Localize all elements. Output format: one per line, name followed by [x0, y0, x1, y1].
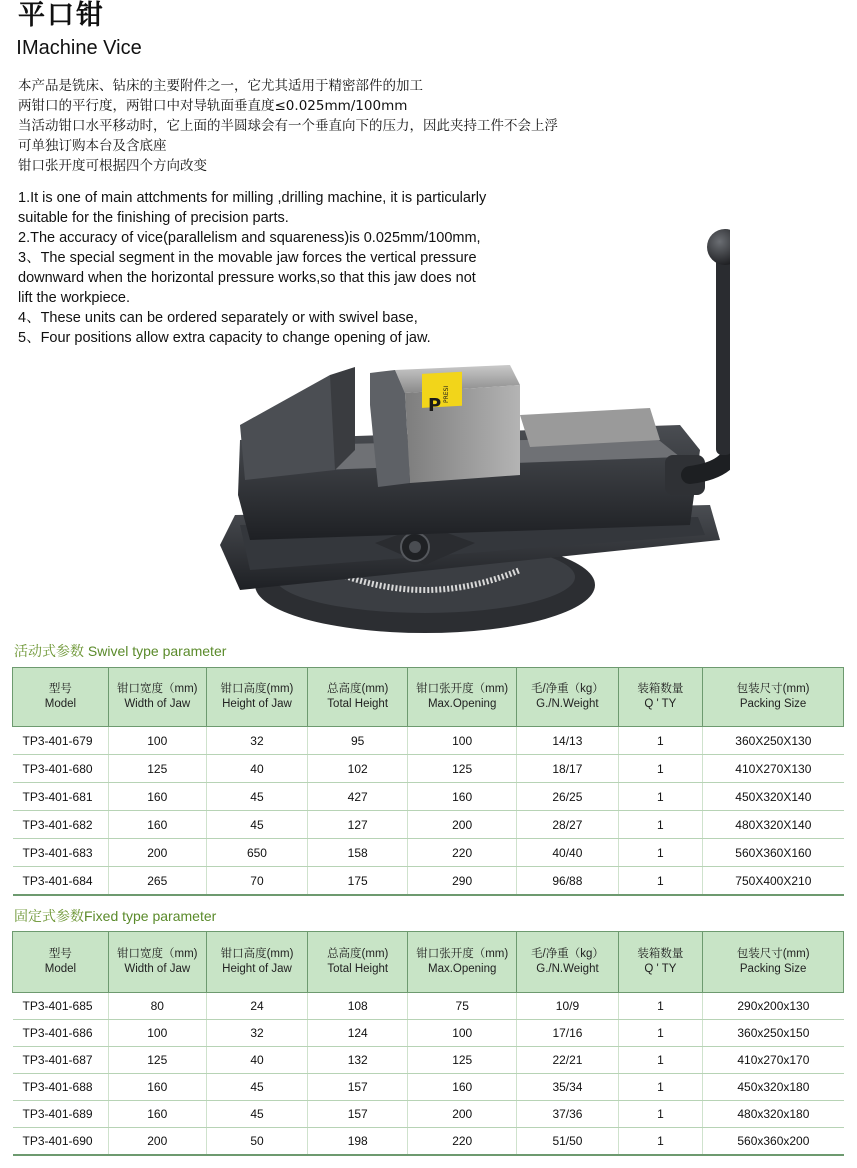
table-cell: 35/34: [517, 1074, 618, 1101]
table-cell: 102: [308, 755, 408, 783]
table-cell: 160: [108, 811, 206, 839]
table-cell: 480X320X140: [703, 811, 844, 839]
table-row: [13, 811, 844, 839]
fixed-parameter-table: [12, 931, 844, 1156]
table-cell: 125: [108, 1047, 206, 1074]
table-cell: 200: [108, 1128, 206, 1156]
table-cell: 1: [618, 1074, 703, 1101]
intro-en-line: 4、These units can be ordered separately or with swivel base,: [18, 310, 418, 326]
table-cell: 160: [108, 1074, 206, 1101]
column-header-label: G./N.Weight: [536, 698, 599, 710]
logo-text: PRESI: [443, 385, 450, 403]
table-cell: 75: [408, 993, 517, 1020]
table-cell: 160: [408, 783, 517, 811]
column-header-label: 装箱数量: [637, 948, 684, 960]
table-cell: 360x250x150: [703, 1020, 844, 1047]
page-title-en: Machine Vice: [22, 37, 142, 59]
table-cell: 175: [308, 867, 408, 896]
table-cell: 50: [206, 1128, 308, 1156]
column-header-label: Width of Jaw: [124, 963, 191, 975]
column-header-label: 型号: [48, 683, 72, 695]
table-row: [13, 755, 844, 783]
table-cell: 100: [408, 1020, 517, 1047]
column-header-label: Total Height: [327, 698, 389, 710]
table-cell: 650: [206, 839, 308, 867]
column-header-label: 钳口张开度（mm): [416, 948, 509, 960]
column-header-label: 总高度(mm): [327, 683, 389, 695]
table-cell: 450X320X140: [703, 783, 844, 811]
table-cell: 160: [108, 783, 206, 811]
table-row: [13, 1020, 844, 1047]
page-title-cn: 平口钳: [18, 0, 105, 31]
table-cell: 290x200x130: [703, 993, 844, 1020]
table-cell: 1: [618, 1101, 703, 1128]
column-header-label: 钳口宽度（mm): [117, 948, 198, 960]
table-cell: TP3-401-682: [13, 811, 109, 839]
intro-en-line: 3、The special segment in the movable jaw forces the vertical pressure: [18, 250, 477, 266]
table-cell: 80: [108, 993, 206, 1020]
table-header-row: [13, 932, 844, 993]
column-header-label: Max.Opening: [428, 963, 497, 975]
col-height-of-jaw: [206, 668, 308, 727]
table-cell: 1: [618, 1020, 703, 1047]
col-height-of-jaw: [206, 932, 308, 993]
intro-en-line: 1.It is one of main attchments for milling ,drilling machine, it is particularly: [18, 190, 487, 206]
col-packing-size: [703, 932, 844, 993]
table-cell: 32: [206, 1020, 308, 1047]
table-cell: 125: [408, 755, 517, 783]
table-cell: TP3-401-683: [13, 839, 109, 867]
col-total-height: [308, 932, 408, 993]
table-row: [13, 1047, 844, 1074]
col-max-opening: [408, 668, 517, 727]
table-cell: 100: [408, 727, 517, 755]
column-header-label: 钳口高度(mm): [220, 683, 294, 695]
column-header-label: 装箱数量: [637, 683, 684, 695]
table-row: [13, 1128, 844, 1156]
column-header-label: 钳口宽度（mm): [116, 683, 198, 695]
table-cell: 45: [206, 1074, 308, 1101]
col-max-opening: [408, 932, 517, 993]
table-cell: 108: [308, 993, 408, 1020]
intro-en-line: suitable for the finishing of precision parts.: [18, 210, 289, 226]
table-cell: 200: [108, 839, 206, 867]
fixed-title-cn: 固定式参数: [14, 908, 84, 924]
fixed-section-title: [14, 906, 216, 926]
table-cell: 132: [308, 1047, 408, 1074]
column-header-label: Max.Opening: [427, 698, 497, 710]
table-cell: 28/27: [517, 811, 618, 839]
table-cell: 125: [408, 1047, 517, 1074]
intro-en-line: lift the workpiece.: [18, 290, 131, 306]
table-cell: 198: [308, 1128, 408, 1156]
table-cell: 100: [108, 727, 206, 755]
table-cell: 45: [206, 1101, 308, 1128]
table-cell: 265: [108, 867, 206, 896]
table-cell: 32: [206, 727, 308, 755]
table-row: [13, 1101, 844, 1128]
intro-en-line: downward when the horizontal pressure works,so that this jaw does not: [18, 270, 476, 286]
table-cell: TP3-401-686: [13, 1020, 109, 1047]
table-cell: 158: [308, 839, 408, 867]
table-cell: 45: [206, 783, 308, 811]
table-cell: 125: [108, 755, 206, 783]
swivel-title-cn: 活动式参数: [14, 643, 84, 659]
intro-cn: [18, 76, 558, 176]
table-cell: TP3-401-687: [13, 1047, 109, 1074]
column-header-label: 钳口张开度（mm): [416, 683, 509, 695]
table-cell: TP3-401-688: [13, 1074, 109, 1101]
column-header-label: Total Height: [327, 963, 389, 975]
table-cell: 160: [108, 1101, 206, 1128]
intro-cn-line: 两钳口的平行度，两钳口中对导轨面垂直度≤0.025mm/100mm: [18, 98, 408, 114]
table-cell: 40/40: [517, 839, 618, 867]
column-header-label: Height of Jaw: [222, 698, 292, 710]
column-header-label: 型号: [48, 948, 72, 960]
table-row: [13, 727, 844, 755]
col-model: [13, 932, 109, 993]
column-header-label: Model: [44, 698, 77, 710]
table-cell: 200: [408, 811, 517, 839]
table-cell: 360X250X130: [703, 727, 844, 755]
table-cell: 480x320x180: [703, 1101, 844, 1128]
col-weight: [517, 932, 618, 993]
col-total-height: [308, 668, 408, 727]
table-row: [13, 839, 844, 867]
table-cell: 750X400X210: [703, 867, 844, 896]
table-cell: 124: [308, 1020, 408, 1047]
table-cell: 127: [308, 811, 408, 839]
table-cell: 560X360X160: [703, 839, 844, 867]
table-row: [13, 1074, 844, 1101]
table-cell: 95: [308, 727, 408, 755]
table-cell: 1: [618, 727, 703, 755]
fixed-title-en: Fixed type parameter: [84, 908, 217, 924]
column-header-label: 总高度(mm): [327, 948, 389, 960]
column-header-label: Width of Jaw: [124, 698, 191, 710]
table-cell: 160: [408, 1074, 517, 1101]
table-cell: 70: [206, 867, 308, 896]
table-cell: 290: [408, 867, 517, 896]
table-cell: 410x270x170: [703, 1047, 844, 1074]
column-header-label: 包装尺寸(mm): [736, 948, 810, 960]
table-cell: 157: [308, 1074, 408, 1101]
table-cell: 410X270X130: [703, 755, 844, 783]
column-header-label: Q ' TY: [644, 698, 677, 710]
machine-vice-photo: [210, 225, 730, 635]
column-header-label: 包装尺寸(mm): [736, 683, 810, 695]
table-row: [13, 867, 844, 896]
column-header-label: Packing Size: [739, 698, 807, 710]
table-cell: 14/13: [517, 727, 618, 755]
table-cell: 220: [408, 1128, 517, 1156]
table-cell: 1: [618, 839, 703, 867]
intro-cn-line: 当活动钳口水平移动时，它上面的半圆球会有一个垂直向下的压力，因此夹持工件不会上浮: [18, 118, 558, 134]
column-header-label: 毛/净重（kg）: [531, 948, 604, 960]
table-cell: 1: [618, 811, 703, 839]
table-row: [13, 783, 844, 811]
column-header-label: 钳口高度(mm): [220, 948, 294, 960]
table-cell: 26/25: [517, 783, 618, 811]
column-header-label: 毛/净重（kg）: [530, 683, 604, 695]
column-header-label: Height of Jaw: [222, 963, 292, 975]
col-model: [13, 668, 109, 727]
table-cell: 18/17: [517, 755, 618, 783]
column-header-label: Packing Size: [739, 963, 807, 975]
column-header-label: G./N.Weight: [536, 963, 599, 975]
table-cell: 450x320x180: [703, 1074, 844, 1101]
table-cell: TP3-401-690: [13, 1128, 109, 1156]
table-cell: 40: [206, 755, 308, 783]
intro-en-line: 2.The accuracy of vice(parallelism and squareness)is 0.025mm/100mm,: [18, 230, 481, 246]
table-cell: 96/88: [517, 867, 618, 896]
table-cell: TP3-401-681: [13, 783, 109, 811]
table-cell: 45: [206, 811, 308, 839]
col-quantity: [618, 932, 703, 993]
intro-cn-line: 可单独订购本台及含底座: [18, 138, 167, 154]
table-cell: 10/9: [517, 993, 618, 1020]
table-cell: 22/21: [517, 1047, 618, 1074]
table-cell: TP3-401-679: [13, 727, 109, 755]
col-quantity: [618, 668, 703, 727]
table-cell: 17/16: [517, 1020, 618, 1047]
title-accent-bar: [18, 40, 20, 54]
table-cell: 1: [618, 1128, 703, 1156]
intro-cn-line: 钳口张开度可根据四个方向改变: [18, 158, 207, 174]
swivel-parameter-table: [12, 667, 844, 896]
table-cell: TP3-401-684: [13, 867, 109, 896]
table-cell: 560x360x200: [703, 1128, 844, 1156]
table-cell: 100: [108, 1020, 206, 1047]
column-header-label: Q ' TY: [644, 963, 677, 975]
intro-cn-line: 本产品是铣床、钻床的主要附件之一，它尤其适用于精密部件的加工: [18, 78, 423, 94]
table-cell: 157: [308, 1101, 408, 1128]
table-cell: TP3-401-680: [13, 755, 109, 783]
table-cell: TP3-401-685: [13, 993, 109, 1020]
table-cell: 24: [206, 993, 308, 1020]
logo-mark: P: [428, 395, 442, 416]
table-header-row: [13, 668, 844, 727]
intro-en-line: 5、Four positions allow extra capacity to change opening of jaw.: [18, 330, 431, 346]
swivel-section-title: [14, 641, 226, 661]
table-cell: 37/36: [517, 1101, 618, 1128]
table-cell: 220: [408, 839, 517, 867]
table-row: [13, 993, 844, 1020]
table-cell: 1: [618, 993, 703, 1020]
column-header-label: Model: [44, 963, 77, 975]
table-cell: 51/50: [517, 1128, 618, 1156]
swivel-title-en: Swivel type parameter: [84, 643, 227, 659]
table-cell: 1: [618, 783, 703, 811]
table-cell: 1: [618, 867, 703, 896]
col-weight: [517, 668, 618, 727]
table-cell: 40: [206, 1047, 308, 1074]
col-width-of-jaw: [108, 668, 206, 727]
table-cell: TP3-401-689: [13, 1101, 109, 1128]
table-cell: 1: [618, 755, 703, 783]
col-width-of-jaw: [108, 932, 206, 993]
table-cell: 427: [308, 783, 408, 811]
table-cell: 200: [408, 1101, 517, 1128]
table-cell: 1: [618, 1047, 703, 1074]
col-packing-size: [703, 668, 844, 727]
